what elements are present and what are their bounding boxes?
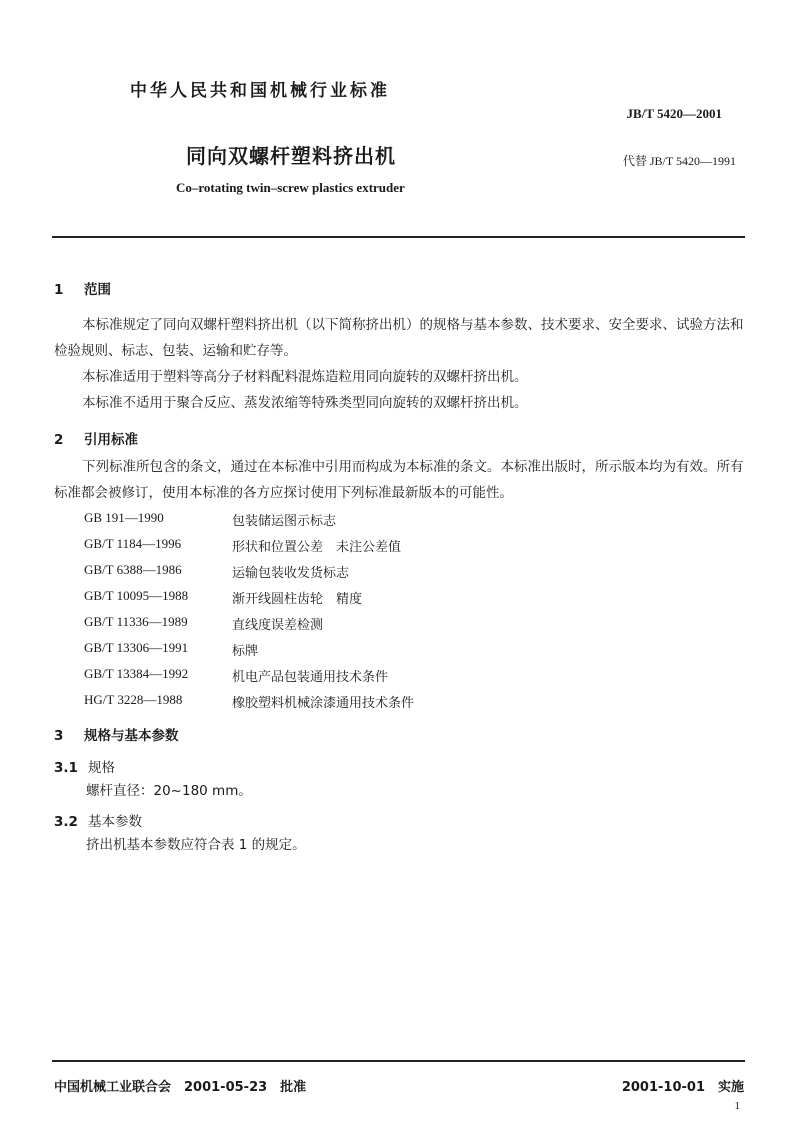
english-title: Co–rotating twin–screw plastics extruder bbox=[176, 180, 405, 195]
section-title: 规格与基本参数 bbox=[84, 728, 179, 744]
section-1-para-1: 本标准规定了同向双螺杆塑料挤出机（以下简称挤出机）的规格与基本参数、技术要求、安全要求、试验方法和检验规则、标志、包装、运输和贮存等。 bbox=[54, 317, 744, 359]
page-number: 1 bbox=[734, 1100, 740, 1112]
ref-title: 标牌 bbox=[232, 644, 259, 659]
ref-code: GB/T 13384—1992 bbox=[84, 666, 189, 681]
ref-code: HG/T 3228—1988 bbox=[84, 692, 183, 707]
section-1-para-2: 本标准适用于塑料等高分子材料配料混炼造粒用同向旋转的双螺杆挤出机。 bbox=[82, 369, 528, 385]
section-title: 引用标准 bbox=[84, 432, 138, 448]
ref-code: GB/T 1184—1996 bbox=[84, 536, 182, 551]
ref-code: GB 191—1990 bbox=[84, 510, 164, 525]
section-1-heading bbox=[54, 278, 111, 298]
implementation-line: 2001-10-01 实施 bbox=[621, 1080, 744, 1095]
standard-code: JB/T 5420—2001 bbox=[626, 106, 722, 121]
org-title: 中华人民共和国机械行业标准 bbox=[130, 81, 390, 101]
section-number: 2 bbox=[54, 432, 64, 448]
footer-divider bbox=[52, 1060, 745, 1062]
section-number: 1 bbox=[54, 282, 64, 298]
subsection-title: 基本参数 bbox=[88, 814, 142, 830]
section-3-1-text: 螺杆直径：20~180 mm。 bbox=[86, 783, 252, 799]
ref-title: 形状和位置公差 未注公差值 bbox=[232, 540, 402, 555]
ref-code: GB/T 6388—1986 bbox=[84, 562, 182, 577]
subsection-number: 3.2 bbox=[54, 814, 78, 830]
section-3-2-text: 挤出机基本参数应符合表 1 的规定。 bbox=[86, 837, 306, 853]
document-title: 同向双螺杆塑料挤出机 bbox=[186, 144, 396, 168]
section-number: 3 bbox=[54, 728, 64, 744]
ref-title: 包装储运图示标志 bbox=[232, 514, 337, 529]
ref-title: 直线度误差检测 bbox=[232, 618, 324, 633]
subsection-title: 规格 bbox=[88, 760, 115, 776]
section-title: 范围 bbox=[84, 282, 111, 298]
header-divider bbox=[52, 236, 745, 238]
section-2-heading bbox=[54, 428, 138, 448]
section-3-1-heading bbox=[54, 756, 115, 776]
ref-code: GB/T 10095—1988 bbox=[84, 588, 189, 603]
section-3-2-heading bbox=[54, 810, 142, 830]
section-2-intro: 下列标准所包含的条文，通过在本标准中引用而构成为本标准的条文。本标准出版时，所示版本均为有效。所有标准都会被修订，使用本标准的各方应探讨使用下列标准最新版本的可能性。 bbox=[54, 459, 744, 501]
ref-title: 机电产品包装通用技术条件 bbox=[232, 670, 389, 685]
ref-code: GB/T 11336—1989 bbox=[84, 614, 188, 629]
ref-code: GB/T 13306—1991 bbox=[84, 640, 189, 655]
section-3-heading bbox=[54, 724, 179, 744]
ref-title: 橡胶塑料机械涂漆通用技术条件 bbox=[232, 696, 415, 711]
ref-title: 渐开线圆柱齿轮 精度 bbox=[232, 592, 363, 607]
subsection-number: 3.1 bbox=[54, 760, 78, 776]
approval-line: 中国机械工业联合会 2001-05-23 批准 bbox=[54, 1080, 307, 1095]
ref-title: 运输包装收发货标志 bbox=[232, 566, 350, 581]
replaces-note: 代替 JB/T 5420—1991 bbox=[622, 154, 736, 168]
section-1-para-3: 本标准不适用于聚合反应、蒸发浓缩等特殊类型同向旋转的双螺杆挤出机。 bbox=[82, 395, 528, 411]
